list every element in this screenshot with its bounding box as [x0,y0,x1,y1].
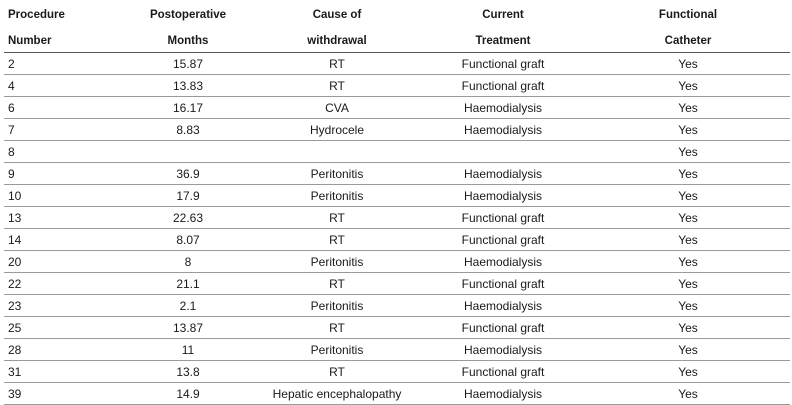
cell-procedure-number: 13 [4,207,122,229]
table-row [4,295,790,317]
cell-current-treatment: Functional graft [420,273,586,295]
table-row [4,251,790,273]
table-row [4,119,790,141]
cell-postoperative-months: 14.9 [122,383,254,405]
cell-procedure-number: 23 [4,295,122,317]
cell-procedure-number: 4 [4,75,122,97]
header-functional: Functional [658,9,718,21]
table-row [4,273,790,295]
cell-functional-catheter: Yes [586,207,790,229]
cell-current-treatment: Functional graft [420,207,586,229]
cell-cause-of-withdrawal: RT [254,207,420,229]
cell-functional-catheter: Yes [586,361,790,383]
cell-current-treatment: Functional graft [420,229,586,251]
cell-postoperative-months: 36.9 [122,163,254,185]
cell-cause-of-withdrawal: Peritonitis [254,295,420,317]
cell-functional-catheter: Yes [586,251,790,273]
cell-postoperative-months: 15.87 [122,53,254,75]
table-container [4,6,790,405]
cell-functional-catheter: Yes [586,339,790,361]
cell-current-treatment: Functional graft [420,317,586,339]
cell-functional-catheter: Yes [586,317,790,339]
cell-cause-of-withdrawal [254,141,420,163]
cell-postoperative-months: 11 [122,339,254,361]
cell-functional-catheter: Yes [586,273,790,295]
table-row [4,317,790,339]
cell-procedure-number: 31 [4,361,122,383]
cell-postoperative-months: 13.8 [122,361,254,383]
cell-functional-catheter: Yes [586,119,790,141]
table-row [4,339,790,361]
cell-postoperative-months: 8 [122,251,254,273]
cell-cause-of-withdrawal: CVA [254,97,420,119]
cell-postoperative-months: 8.07 [122,229,254,251]
cell-procedure-number: 20 [4,251,122,273]
cell-cause-of-withdrawal: Peritonitis [254,185,420,207]
cell-postoperative-months: 13.83 [122,75,254,97]
cell-procedure-number: 9 [4,163,122,185]
cell-postoperative-months: 22.63 [122,207,254,229]
header-number: Number [4,30,122,53]
header-procedure: Procedure [8,9,65,21]
cell-current-treatment: Haemodialysis [420,97,586,119]
cell-current-treatment: Haemodialysis [420,251,586,273]
header-current: Current [482,9,524,21]
cell-functional-catheter: Yes [586,53,790,75]
cell-cause-of-withdrawal: RT [254,273,420,295]
cell-cause-of-withdrawal: Hydrocele [254,119,420,141]
cell-current-treatment: Haemodialysis [420,295,586,317]
cell-cause-of-withdrawal: RT [254,317,420,339]
cell-procedure-number: 25 [4,317,122,339]
cell-functional-catheter: Yes [586,75,790,97]
cell-current-treatment: Functional graft [420,53,586,75]
cell-functional-catheter: Yes [586,383,790,405]
header-catheter: Catheter [586,30,790,53]
cell-postoperative-months: 17.9 [122,185,254,207]
cell-cause-of-withdrawal: Hepatic encephalopathy [254,383,420,405]
table-row [4,383,790,405]
cell-procedure-number: 22 [4,273,122,295]
cell-procedure-number: 39 [4,383,122,405]
cell-cause-of-withdrawal: Peritonitis [254,251,420,273]
header-withdrawal: withdrawal [254,30,420,53]
table-row [4,185,790,207]
cell-cause-of-withdrawal: Peritonitis [254,339,420,361]
table-row [4,229,790,251]
table-row [4,361,790,383]
cell-functional-catheter: Yes [586,97,790,119]
cell-cause-of-withdrawal: RT [254,361,420,383]
cell-postoperative-months: 2.1 [122,295,254,317]
cell-current-treatment: Haemodialysis [420,119,586,141]
header-row-1 [4,6,790,30]
cell-current-treatment: Functional graft [420,361,586,383]
cell-current-treatment: Haemodialysis [420,185,586,207]
cell-procedure-number: 8 [4,141,122,163]
cell-postoperative-months: 13.87 [122,317,254,339]
cell-current-treatment: Haemodialysis [420,163,586,185]
cell-current-treatment: Haemodialysis [420,339,586,361]
header-treatment: Treatment [420,30,586,53]
table-row [4,141,790,163]
header-row-2 [4,30,790,53]
cell-postoperative-months: 8.83 [122,119,254,141]
cell-functional-catheter: Yes [586,295,790,317]
cell-current-treatment: Functional graft [420,75,586,97]
cell-cause-of-withdrawal: RT [254,229,420,251]
cell-procedure-number: 7 [4,119,122,141]
table-row [4,53,790,75]
header-postoperative: Postoperative [149,9,227,21]
cell-procedure-number: 2 [4,53,122,75]
table-row [4,75,790,97]
cell-cause-of-withdrawal: Peritonitis [254,163,420,185]
cell-current-treatment: Haemodialysis [420,383,586,405]
header-cause: Cause of [312,9,362,21]
cell-cause-of-withdrawal: RT [254,53,420,75]
cell-current-treatment [420,141,586,163]
cell-procedure-number: 28 [4,339,122,361]
cell-procedure-number: 14 [4,229,122,251]
cell-functional-catheter: Yes [586,229,790,251]
cell-postoperative-months [122,141,254,163]
procedure-table [4,6,790,405]
cell-postoperative-months: 16.17 [122,97,254,119]
cell-cause-of-withdrawal: RT [254,75,420,97]
cell-functional-catheter: Yes [586,185,790,207]
cell-functional-catheter: Yes [586,141,790,163]
table-row [4,207,790,229]
table-header [4,6,790,53]
cell-procedure-number: 10 [4,185,122,207]
cell-procedure-number: 6 [4,97,122,119]
table-body [4,53,790,405]
table-row [4,163,790,185]
cell-functional-catheter: Yes [586,163,790,185]
cell-postoperative-months: 21.1 [122,273,254,295]
header-months: Months [122,30,254,53]
table-row [4,97,790,119]
